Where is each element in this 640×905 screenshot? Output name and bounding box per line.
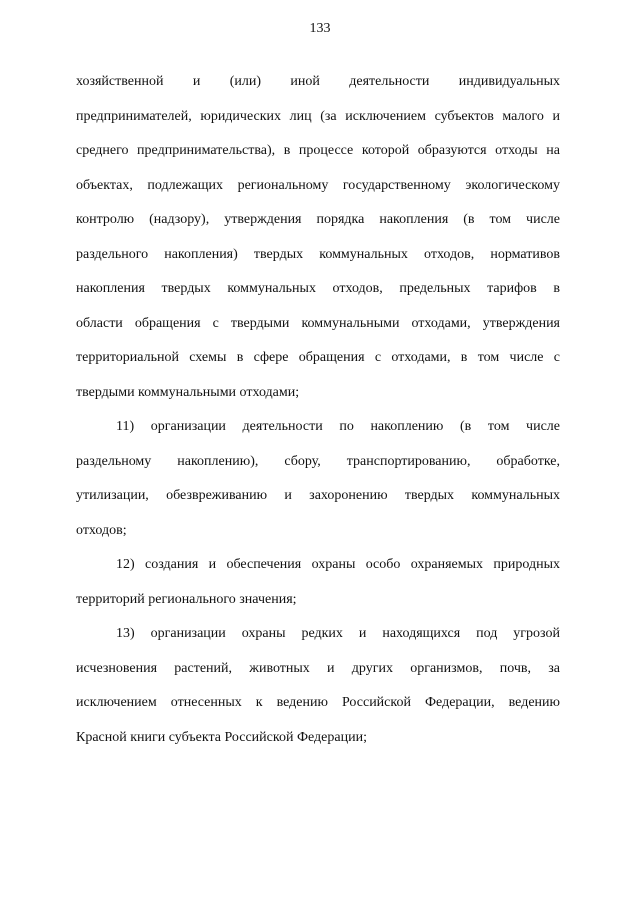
text-line: накопления твердых коммунальных отходов, предельных тарифов в bbox=[76, 281, 560, 296]
text-line: 11) организации деятельности по накоплению (в том числе bbox=[116, 419, 560, 434]
paragraph-item-11 bbox=[76, 417, 560, 541]
page-number: 133 bbox=[309, 21, 331, 36]
text-line: территориальной схемы в сфере обращения с отходами, в том числе с bbox=[76, 350, 560, 365]
document-body bbox=[76, 72, 560, 762]
text-line: твердыми коммунальными отходами; bbox=[76, 384, 300, 400]
text-line: области обращения с твердыми коммунальными отходами, утверждения bbox=[76, 315, 560, 331]
text-line: среднего предпринимательства), в процессе которой образуются отходы на bbox=[76, 143, 560, 158]
paragraph-item-12 bbox=[76, 555, 560, 610]
text-line: 13) организации охраны редких и находящихся под угрозой bbox=[116, 626, 560, 641]
paragraph-item-13 bbox=[76, 624, 560, 748]
text-line: территорий регионального значения; bbox=[76, 591, 297, 607]
paragraph-continuation bbox=[76, 72, 560, 403]
text-line: Красной книги субъекта Российской Федерации; bbox=[76, 729, 367, 745]
text-line: объектах, подлежащих региональному государственному экологическому bbox=[76, 177, 560, 193]
text-line: раздельному накоплению), сбору, транспортированию, обработке, bbox=[76, 453, 560, 469]
text-line: контролю (надзору), утверждения порядка накопления (в том числе bbox=[76, 212, 560, 227]
text-line: хозяйственной и (или) иной деятельности индивидуальных bbox=[76, 74, 560, 89]
text-line: 12) создания и обеспечения охраны особо охраняемых природных bbox=[116, 557, 560, 572]
text-line: исключением отнесенных к ведению Российской Федерации, ведению bbox=[76, 695, 560, 710]
text-line: отходов; bbox=[76, 522, 127, 538]
text-line: раздельного накопления) твердых коммунальных отходов, нормативов bbox=[76, 246, 560, 262]
text-line: утилизации, обезвреживанию и захоронению твердых коммунальных bbox=[76, 488, 560, 503]
text-line: предпринимателей, юридических лиц (за исключением субъектов малого и bbox=[76, 108, 560, 124]
text-line: исчезновения растений, животных и других организмов, почв, за bbox=[76, 660, 560, 676]
